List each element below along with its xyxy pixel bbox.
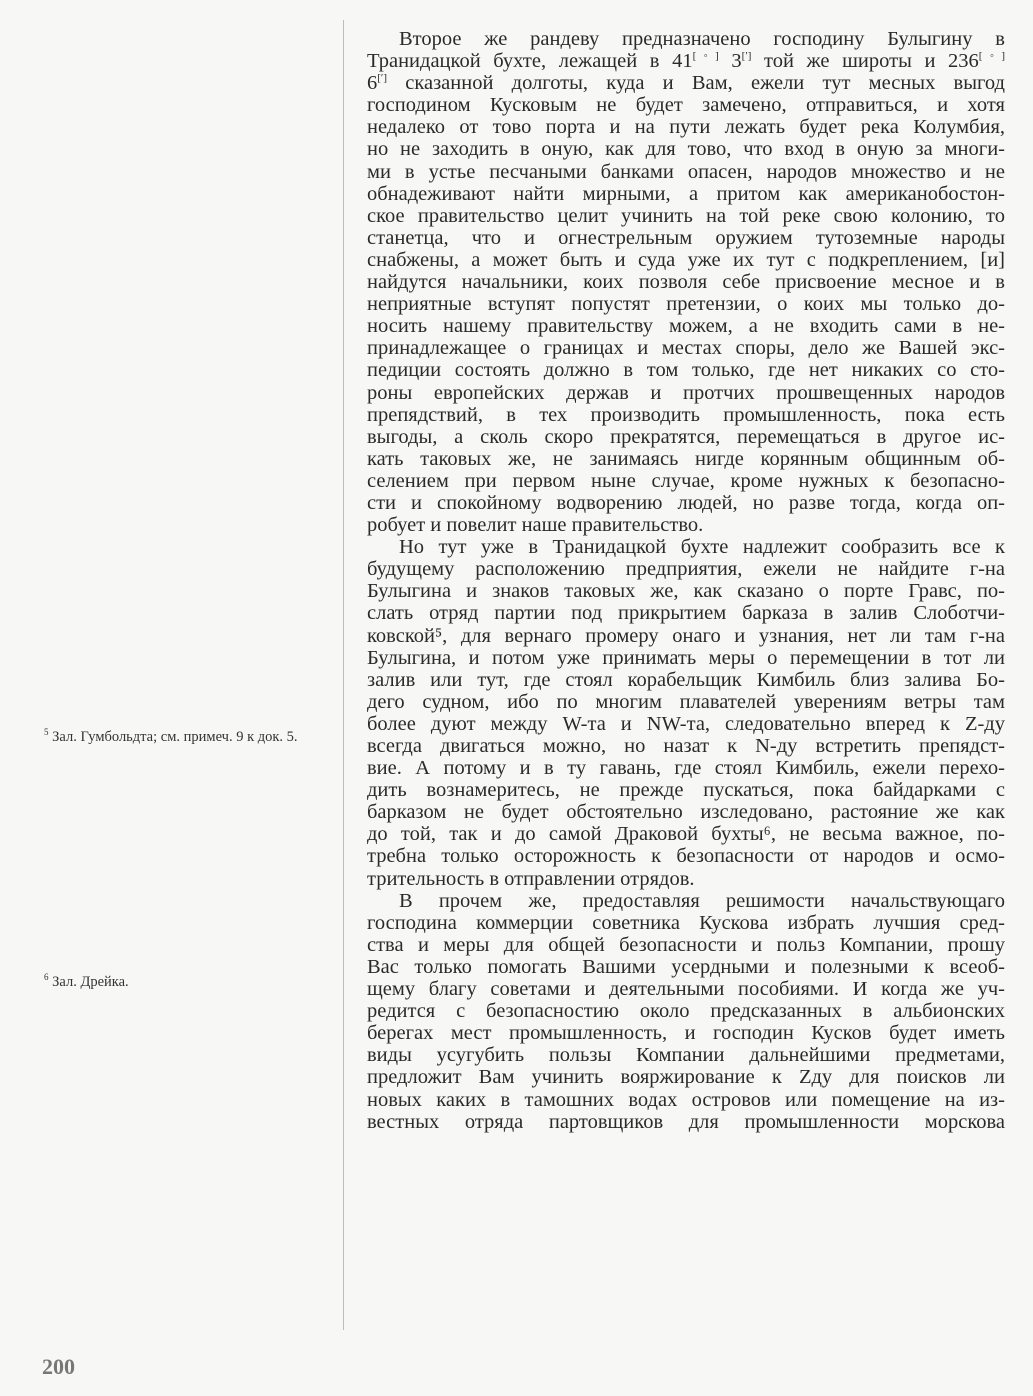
text-line: но не заходить в оную, как для тово, что вход в оную за многи- [367, 138, 1005, 161]
footnote-number: 5 [44, 727, 49, 737]
footnote-6 [44, 973, 334, 991]
text-line: В прочем же, предоставляя решимости начальствующаго [399, 889, 1005, 912]
text-line [367, 72, 1005, 94]
page-number: 200 [42, 1354, 75, 1379]
text-line: ковской⁵, для вернаго промеру онаго и узнания, нет ли там г-на [367, 624, 1005, 647]
text-line: барказом не будет обстоятельно изследовано, растояние же как [367, 801, 1005, 824]
text-line: селением при первом ныне случае, кроме нужных к безопасно- [367, 469, 1005, 492]
margin-rule [343, 20, 344, 1330]
text-segment: Транидацкой бухте, лежащей в 41 [367, 50, 693, 73]
text-line: редится с безопасностию около предсказанных в альбионских [367, 1000, 1005, 1023]
superscript-mark: [◦] [978, 50, 1005, 63]
text-line: робует и повелит наше правительство. [367, 514, 704, 537]
text-line: ми в устье песчаными банками опасен, народов множество и не [367, 160, 1005, 183]
main-text [367, 28, 1005, 1133]
text-line: принадлежащее о границах и местах споры, дело же Вашей экс- [367, 337, 1005, 360]
text-line: дего судном, ибо по многим плавателей уверениям ветры там [367, 690, 1005, 713]
text-line: вие. А потому и в ту гавань, где стоял Кимбиль, ежели перехо- [367, 757, 1005, 780]
text-line: станетца, что и огнестрельным оружием тутоземные народы [367, 226, 1005, 249]
text-line: будущему расположению предприятия, ежели не найдите г-на [367, 558, 1005, 581]
paragraph-1 [367, 28, 1005, 536]
text-line: обнадеживают найти мирными, а притом как американобостон- [367, 182, 1005, 205]
text-line: предложит Вам учинить вояржирование к Zду для поисков ли [367, 1066, 1005, 1089]
text-line: господина коммерции советника Кускова избрать лучшия сред- [367, 911, 1005, 934]
text-segment: 3 [718, 50, 742, 73]
text-line: залив или тут, где стоял корабельщик Кимбиль близ залива Бо- [367, 668, 1005, 691]
text-line [367, 50, 1005, 72]
text-segment: 6 [367, 72, 378, 95]
footnote-number: 6 [44, 972, 49, 982]
text-line: берегах мест промышленность, и господин Кусков будет иметь [367, 1022, 1005, 1045]
footnote-text: Зал. Гумбольдта; см. примеч. 9 к док. 5. [52, 729, 298, 745]
footnote-5 [44, 728, 334, 746]
text-line: Второе же рандеву предназначено господину Булыгину в [399, 28, 1005, 50]
text-line: всегда двигаться можно, но назат к N-ду встретить препядст- [367, 735, 1005, 757]
text-line: снабжены, а может быть и суда уже их тут с подкреплением, [и] [367, 248, 1005, 271]
text-line: недалеко от тово порта и на пути лежать будет река Колумбия, [367, 116, 1005, 139]
paragraph-2 [367, 536, 1005, 890]
superscript-mark: [′] [741, 50, 752, 63]
text-line: кать таковых же, не занимаясь нигде корянным общинным об- [367, 447, 1005, 470]
superscript-mark: [′] [377, 72, 387, 85]
superscript-mark: [◦] [692, 50, 719, 63]
text-line: неприятные вступят попустят претензии, о коих мы только до- [367, 293, 1005, 316]
text-line: Булыгина, и потом уже принимать меры о перемещении в тот ли [367, 646, 1005, 669]
footnote-text: Зал. Дрейка. [52, 974, 129, 990]
text-line: дить вознамеритесь, не прежде пускаться, пока байдарками с [367, 779, 1005, 802]
text-line: Вас только помогать Вашими усердными и полезными к всеоб- [367, 955, 1005, 978]
text-line: Булыгина и знаков таковых же, как сказано о порте Гравс, по- [367, 580, 1005, 603]
text-line: господином Кусковым не будет замечено, отправиться, и хотя [367, 94, 1005, 117]
text-line: вестных отряда партовщиков для промышленности морскова [367, 1110, 1005, 1133]
text-line: сти и спокойному водворению людей, но разве тогда, когда оп- [367, 491, 1005, 514]
text-line: щему благу советами и деятельными пособиями. И когда же уч- [367, 978, 1005, 1001]
text-line: выгоды, а сколь скоро прекратятся, перемещаться в другое ис- [367, 425, 1005, 448]
text-line: носить нашему правительству можем, а не входить сами в не- [367, 315, 1005, 338]
text-line: требна только осторожность к безопасности от народов и осмо- [367, 845, 1005, 868]
text-line: новых каких в тамошних водах островов или помещение на из- [367, 1088, 1005, 1111]
text-line: до той, так и до самой Драковой бухты⁶, не весьма важное, по- [367, 823, 1005, 846]
text-line: роны европейских держав и протчих прошвещенных народов [367, 381, 1005, 404]
text-line: ское правительство целит учинить на той реке свою колонию, то [367, 204, 1005, 227]
paragraph-3 [367, 890, 1005, 1133]
text-line: педиции состоять должно в том только, где нет никаких со сто- [367, 359, 1005, 382]
text-line: более дуют между W-та и NW-та, следовательно вперед к Z-ду [367, 712, 1005, 735]
text-line: найдутся начальники, коих позволя себе присвоение месное и в [367, 271, 1005, 294]
text-line: виды усугубить пользы Компании дальнейшими предметами, [367, 1044, 1005, 1067]
text-line: Но тут уже в Транидацкой бухте надлежит сообразить все к [399, 536, 1005, 559]
text-line: препядствий, в тех производить промышленность, пока есть [367, 403, 1005, 426]
text-segment: той же широты и 236 [751, 50, 979, 73]
text-line: слать отряд партии под прикрытием барказа в залив Слоботчи- [367, 602, 1005, 625]
text-segment: сказанной долготы, куда и Вам, ежели тут месных выгод [386, 72, 1005, 95]
text-line: ства и меры для общей безопасности и польз Компании, прошу [367, 933, 1005, 956]
text-line: трительность в отправлении отрядов. [367, 867, 695, 890]
